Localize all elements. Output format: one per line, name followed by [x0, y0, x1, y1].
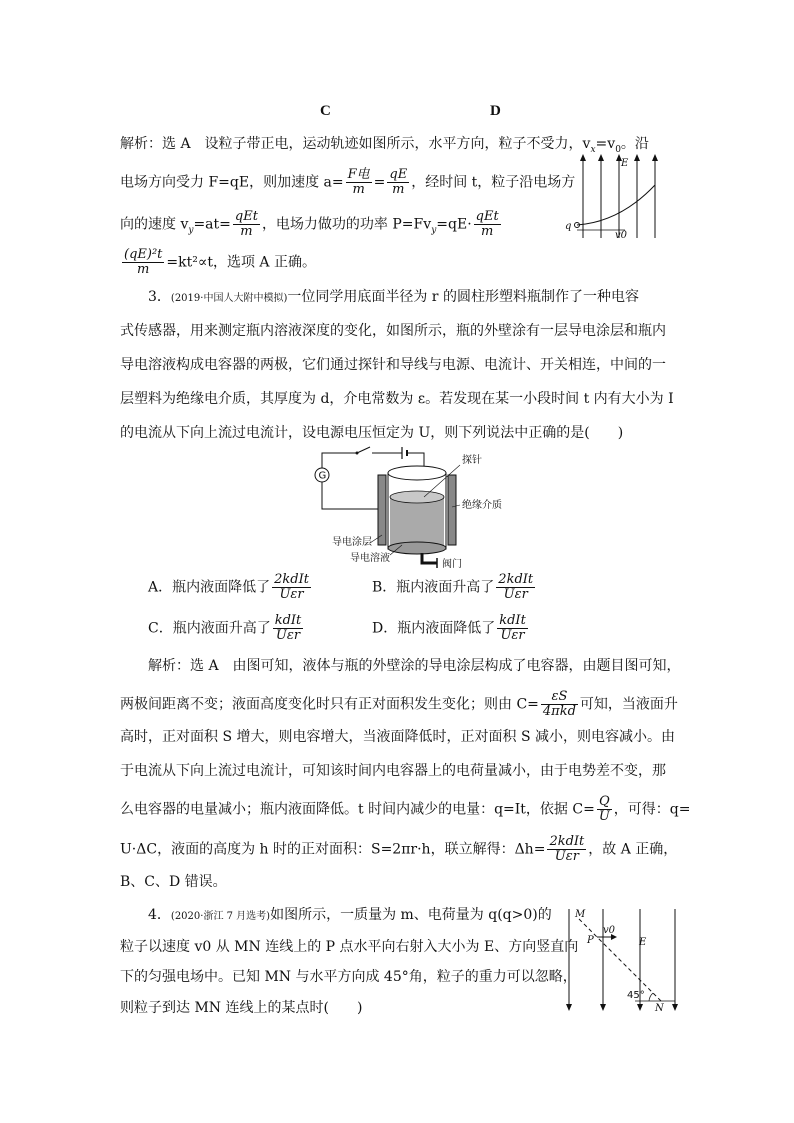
sol2-text-2b: =qE，则加速度 a=: [218, 174, 344, 191]
option-a-fraction: [272, 573, 311, 602]
solution-3-line-7: B、C、D 错误。: [120, 874, 227, 890]
arrow-down-icon: [637, 1004, 643, 1011]
mn-line: [579, 919, 661, 1001]
point-p-label: P: [587, 935, 594, 946]
frac-den: Uεr: [275, 628, 301, 643]
frac-den: m: [392, 182, 405, 197]
solution-surface: [390, 491, 444, 503]
option-d-label: D．瓶内液面降低了: [372, 620, 496, 637]
field-e-label: E: [639, 937, 647, 948]
solution-3-line-4: 于电流从下向上流过电流计，可知该时间内电容器上的电荷量减小，由于电势差不变，那: [120, 763, 666, 779]
arrow-down-icon: [566, 1004, 572, 1011]
frac-num: kdIt: [274, 613, 302, 628]
conductive-coating-right: [448, 475, 456, 545]
q3-number: 3．: [148, 289, 171, 305]
question-3-line-1: [148, 287, 639, 309]
fraction-final: [122, 248, 164, 277]
fraction-power: [474, 210, 501, 239]
frac-den: Uεr: [554, 849, 579, 864]
angle-arc: [649, 993, 653, 1001]
arrow-up-icon: [652, 154, 658, 161]
question-3-line-5: 的电流从下向上流过电流计，设电源电压恒定为 U，则下列说法中正确的是( ): [120, 425, 624, 441]
valve-pipe: [422, 553, 437, 563]
question-3-line-3: 导电溶液构成电容器的两极，它们通过探针和导线与电源、电流计、开关相连，中间的一: [120, 357, 666, 373]
capacitive-sensor-figure: [312, 445, 512, 570]
question-4-line-2: 粒子以速度 v0 从 MN 连线上的 P 点水平向右射入大小为 E、方向竖直向: [120, 939, 579, 955]
trajectory-figure: [565, 150, 665, 240]
frac-num: qEt: [234, 209, 258, 224]
angle-label: 45°: [627, 990, 645, 1001]
frac-den: Uεr: [503, 587, 528, 602]
question-4-line-1: [148, 905, 552, 927]
insulator-label: 绝缘介质: [462, 500, 502, 511]
frac-num: 2kdIt: [549, 834, 585, 849]
option-c-label: C．瓶内液面升高了: [148, 620, 271, 637]
delta-h-fraction: [547, 835, 586, 864]
solution-3-line-6: [120, 835, 677, 864]
fraction-qe-over-m: [387, 168, 409, 197]
switch-icon: [357, 447, 370, 453]
coating-label: 导电涂层: [332, 537, 372, 548]
option-a-label: A．瓶内液面降低了: [148, 579, 271, 596]
option-d-figure-label: D: [490, 103, 501, 119]
frac-num: kdIt: [499, 613, 526, 628]
arrow-up-icon: [580, 154, 586, 161]
conductive-coating-left: [378, 475, 386, 545]
question-3-line-4: 层塑料为绝缘电介质，其厚度为 d，介电常数为 ε。若发现在某一小段时间 t 内有大小为 I: [120, 391, 674, 407]
solution-2-line-2: 电场方向受力 F=qE，则加速度 a= $\frac{\text{F电}}{m}$ = $\frac{qE}{m}$ ，经时间 t，粒子沿电场方: [120, 167, 576, 197]
solution-2-line-1: 解析：选 A 设粒子带正电，运动轨迹如图所示，水平方向，粒子不受力，$v_x=v_0$。沿: [120, 136, 649, 155]
solution-3-line-3: 高时，正对面积 S 增大，则电容增大，当液面降低时，正对面积 S 减小，则电容减小。由: [120, 729, 675, 745]
option-c[interactable]: [148, 614, 305, 643]
option-d[interactable]: [372, 614, 530, 643]
option-b[interactable]: [372, 573, 537, 602]
sol2-text-3d: v: [423, 216, 432, 233]
option-d-fraction: [497, 614, 528, 643]
v0-label: v0: [603, 925, 616, 936]
arrow-down-icon: [672, 1004, 678, 1011]
sol3-text-5a: 么电容器的电量减小；瓶内液面降低。t 时间内减少的电量：q=It，依据 C=: [120, 801, 595, 818]
circuit-wire: [322, 482, 378, 509]
frac-den: m: [481, 224, 494, 239]
question-3-line-2: 式传感器，用来测定瓶内溶液深度的变化，如图所示，瓶的外壁涂有一层导电涂层和瓶内: [120, 323, 666, 339]
frac-den: Uεr: [500, 628, 525, 643]
q-over-u-fraction: [597, 795, 612, 824]
option-a[interactable]: [148, 573, 313, 602]
point-m-label: M: [575, 909, 586, 920]
arrow-up-icon: [598, 154, 604, 161]
valve-label: 阀门: [442, 559, 462, 570]
point-n-label: N: [655, 1003, 664, 1014]
v0-label: v0: [615, 230, 628, 240]
option-b-label: B．瓶内液面升高了: [372, 579, 495, 596]
arrow-up-icon: [634, 154, 640, 161]
frac-den: 4πkd: [542, 704, 576, 719]
q3-source-tag: (2019·中国人大附中模拟): [170, 293, 288, 304]
option-c-figure-label: C: [320, 103, 331, 119]
sol3-text-5b: ，可得：q=: [613, 801, 691, 818]
solution-3-line-1: 解析：选 A 由图可知，液体与瓶的外壁涂的导电涂层构成了电容器，由题目图可知，: [148, 658, 681, 674]
sol2-text-3e: =qE·: [436, 216, 472, 233]
frac-num: Q: [597, 795, 612, 810]
field-e-label: E: [621, 158, 629, 169]
frac-den: m: [352, 182, 365, 197]
option-c-fraction: [273, 614, 304, 643]
sol2-text-3c: ，电场力做功的功率 P=F: [261, 216, 424, 233]
option-b-fraction: [496, 573, 535, 602]
q3-text-1: 一位同学用底面半径为 r 的圆柱形塑料瓶制作了一种电容: [287, 289, 639, 305]
frac-num: 2kdIt: [274, 572, 309, 587]
q4-source-tag: (2020·浙江 7 月选考): [170, 911, 271, 922]
frac-num: qE: [389, 167, 408, 182]
solution-2-line-3: 向的速度 $v_y=at=$ $\frac{\text{qEt}}{m}$ ，电场力做功的功率 $P=Fv_y=qE\cdot$ $\frac{\text{qEt}}{m}$: [120, 209, 499, 239]
charge-q-label: q: [565, 221, 572, 232]
sol3-text-2a: 两极间距离不变；液面高度变化时只有正对面积发生变化；则由 C=: [120, 696, 539, 713]
sol2-text-1: 解析：选 A 设粒子带正电，运动轨迹如图所示，水平方向，粒子不受力，v: [120, 136, 591, 152]
circuit-wire: [322, 453, 357, 469]
arrow-down-icon: [600, 1004, 606, 1011]
solution-3-line-5: [120, 795, 691, 824]
frac-den: m: [240, 224, 253, 239]
sol2-text-3a: 向的速度 v: [120, 216, 189, 233]
fraction-velocity: [233, 210, 260, 239]
sol2-text-1c: 。沿: [620, 136, 649, 152]
frac-den: U: [598, 809, 610, 824]
sol2-text-3b: =at=: [193, 216, 231, 233]
solution-3-line-2: [120, 690, 678, 719]
switch-pivot: [356, 452, 359, 455]
frac-num: 2kdIt: [498, 572, 534, 587]
q4-text-1: 如图所示，一质量为 m、电荷量为 q(q>0)的: [270, 907, 552, 923]
sol3-text-6a: U·ΔC，液面的高度为 h 时的正对面积：S=2πr·h，联立解得：Δh=: [120, 841, 546, 858]
frac-num: εS: [541, 690, 578, 705]
mn-field-figure: [565, 905, 680, 1015]
q4-number: 4．: [148, 907, 171, 923]
sol2-text-4: =kt²∝t，选项 A 正确。: [166, 254, 316, 271]
sol3-text-2b: 可知，当液面升: [579, 696, 678, 713]
fraction-force-over-mass: [346, 168, 372, 197]
solution-2-line-4: [120, 248, 316, 277]
bottle-bottom: [388, 542, 446, 554]
frac-den: Uεr: [279, 587, 304, 602]
frac-den: m: [137, 262, 150, 277]
sol3-text-6b: ，故 A 正确，: [588, 841, 678, 858]
frac-num: (qE)²t: [124, 247, 163, 262]
question-4-line-3: 下的匀强电场中。已知 MN 与水平方向成 45°角，粒子的重力可以忽略，: [120, 969, 577, 985]
sol2-text-1b: =v: [595, 136, 616, 152]
capacitance-formula-fraction: [541, 690, 578, 719]
sol2-text-2a: 电场方向受力 F: [120, 174, 219, 191]
trajectory-curve: [577, 185, 655, 225]
galvanometer-label: G: [318, 470, 327, 482]
bottle-top: [388, 466, 446, 480]
solution-label: 导电溶液: [350, 553, 390, 564]
probe-label: 探针: [462, 455, 482, 466]
solution-fill: [390, 497, 444, 547]
sol2-text-2c: ，经时间 t，粒子沿电场方: [411, 174, 576, 191]
frac-num: qEt: [475, 209, 499, 224]
frac-num: F电: [347, 167, 370, 182]
question-4-line-4: 则粒子到达 MN 连线上的某点时( ): [120, 1000, 363, 1016]
